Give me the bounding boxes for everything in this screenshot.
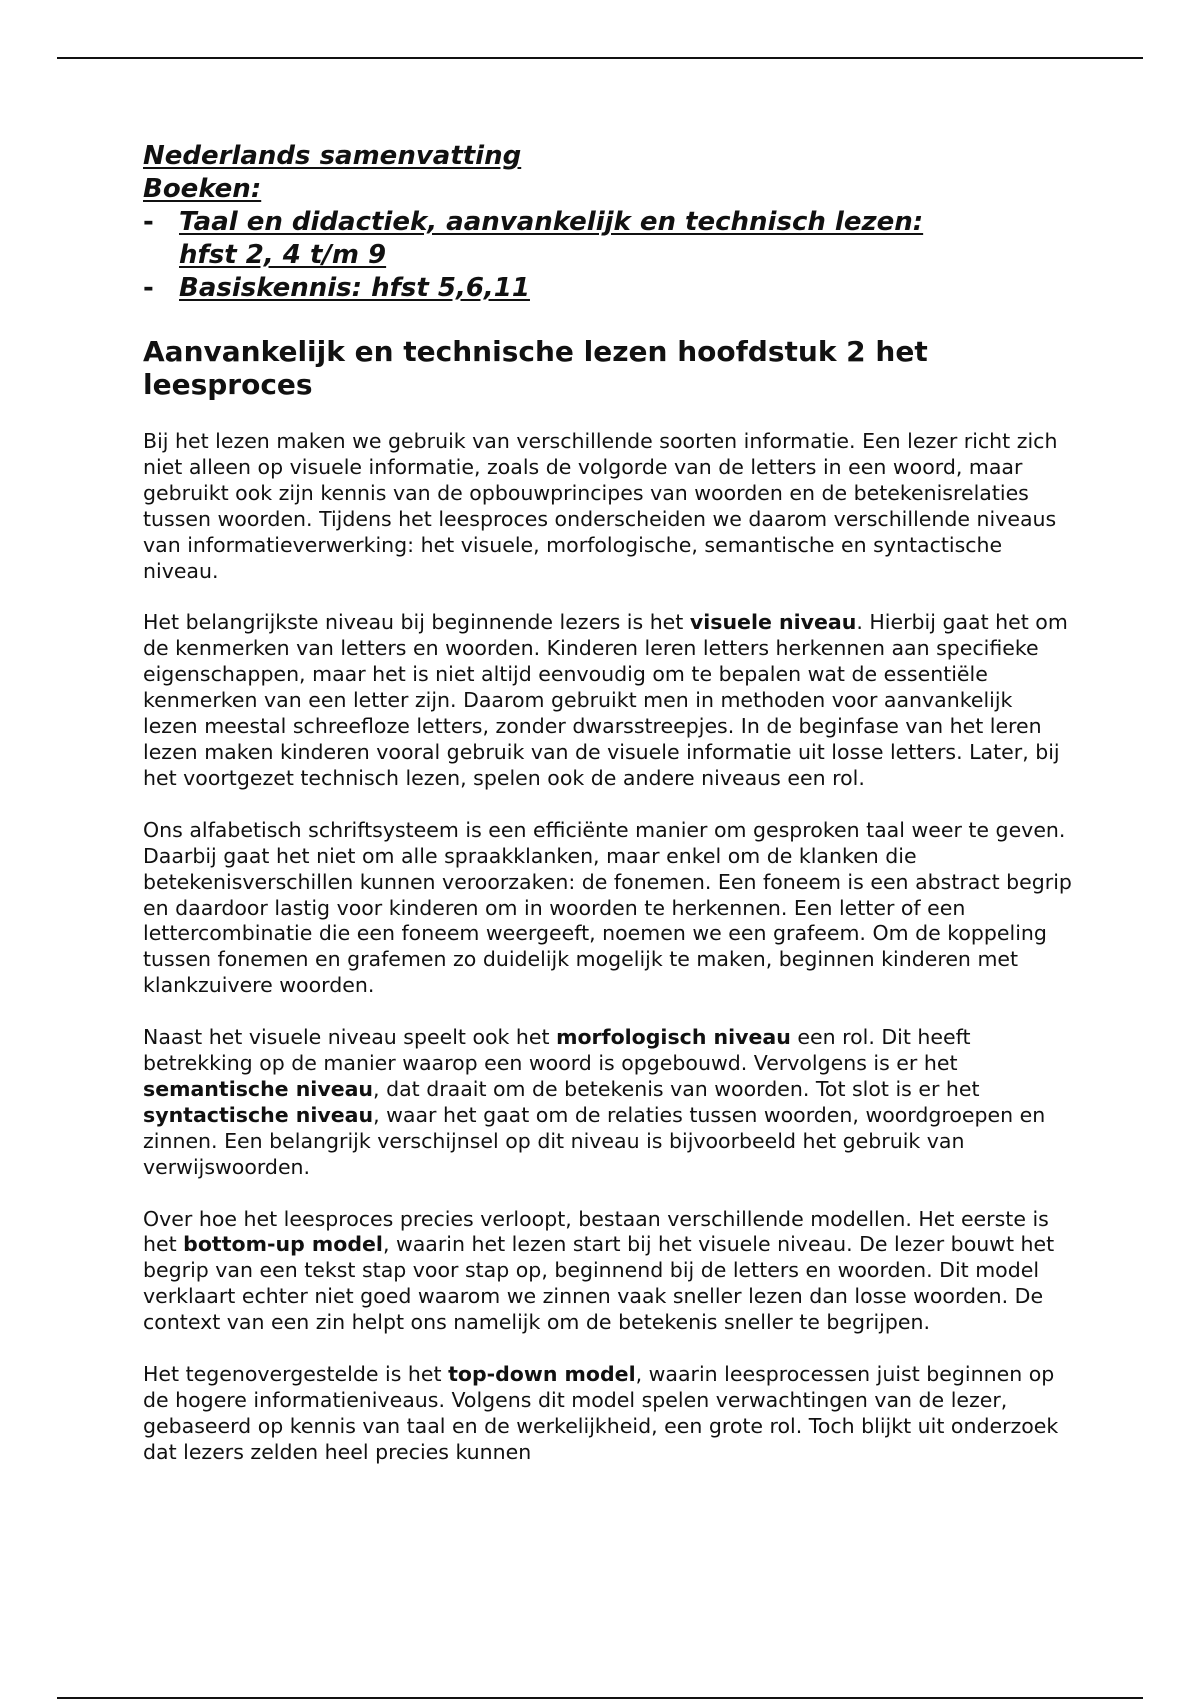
- paragraph-4-part-a: Naast het visuele niveau speelt ook het: [143, 1025, 557, 1050]
- paragraph-4-part-c: een rol. Dit heeft betrekking op de manier waarop een woord is opgebouwd. Vervolgens is er het: [143, 1025, 971, 1076]
- paragraph-3: Ons alfabetisch schriftsysteem is een efficiënte manier om gesproken taal weer te geven. Daarbij gaat het niet om alle spraakklanken, maar enkel om de klanken die betekenisverschillen kunnen veroorzaken: de fonemen. Een foneem is een abstract begrip en daardoor lastig voor kinderen om in woorden te herkennen. Een letter of een lettercombinatie die een foneem weergeeft, noemen we een grafeem. Om de koppeling tussen fonemen en grafemen zo duidelijk mogelijk te maken, beginnen kinderen met klankzuivere woorden.: [143, 817, 1072, 998]
- book-item-2-line1: Basiskennis: hfst 5,6,11: [179, 273, 530, 303]
- book-item-1: [143, 206, 1073, 272]
- paragraph-6-part-a: Het tegenovergestelde is het: [143, 1362, 449, 1387]
- paragraph-5: [143, 1207, 1073, 1337]
- book-item-1-text: [179, 206, 923, 272]
- document-body: [143, 140, 1073, 1492]
- paragraph-4-part-e: , dat draait om de betekenis van woorden. Tot slot is er het: [373, 1076, 980, 1101]
- book-item-1-line1: Taal en didactiek, aanvankelijk en technisch lezen:: [179, 207, 924, 237]
- paragraph-4: [143, 1025, 1073, 1180]
- paragraph-5-part-c: , waarin het lezen start bij het visuele niveau. De lezer bouwt het begrip van een tekst stap voor stap op, beginnend bij de letters en woorden. Dit model verklaart echter niet goed waarom we zinnen vaak sneller lezen dan losse woorden. De context van een zin helpt ons namelijk om de betekenis sneller te begrijpen.: [143, 1232, 1055, 1335]
- title-block: [143, 140, 1073, 305]
- header-rule: [57, 57, 1143, 59]
- paragraph-6-part-c: , waarin leesprocessen juist beginnen op de hogere informatieniveaus. Volgens dit model spelen verwachtingen van de lezer, gebaseerd op kennis van taal en de werkelijkheid, een grote rol. Toch blijkt uit onderzoek dat lezers zelden heel precies kunnen: [143, 1362, 1059, 1464]
- paragraph-2-part-c: . Hierbij gaat het om de kenmerken van letters en woorden. Kinderen leren letters herkennen aan specifieke eigenschappen, maar het is niet altijd eenvoudig om te bepalen wat de essentiële kenmerken van een letter zijn. Daarom gebruikt men in methoden voor aanvankelijk lezen meestal schreefloze letters, zonder dwarsstreepjes. In de beginfase van het leren lezen maken kinderen vooral gebruik van de visuele informatie uit losse letters. Later, bij het voortgezet technisch lezen, spelen ook de andere niveaus een rol.: [143, 610, 1068, 790]
- term-top-down-model: top-down model: [448, 1362, 636, 1387]
- books-label: Boeken:: [143, 174, 262, 204]
- term-bottom-up-model: bottom-up model: [183, 1232, 383, 1257]
- paragraph-5-part-a: Over hoe het leesproces precies verloopt, bestaan verschillende modellen. Het eerste is het: [143, 1206, 1049, 1257]
- paragraph-4-part-g: , waar het gaat om de relaties tussen woorden, woordgroepen en zinnen. Een belangrijk verschijnsel op dit niveau is bijvoorbeeld het gebruik van verwijswoorden.: [143, 1102, 1046, 1179]
- paragraph-2: [143, 610, 1073, 791]
- term-syntactische-niveau: syntactische niveau: [143, 1102, 374, 1127]
- paragraph-2-part-a: Het belangrijkste niveau bij beginnende lezers is het: [143, 610, 690, 635]
- book-item-1-line2: hfst 2, 4 t/m 9: [179, 240, 387, 270]
- paragraph-6: [143, 1362, 1073, 1466]
- term-semantische-niveau: semantische niveau: [143, 1076, 374, 1101]
- book-item-2: [143, 272, 1073, 305]
- footer-rule: [57, 1697, 1143, 1699]
- document-title: Nederlands samenvatting: [143, 141, 522, 171]
- paragraph-1: Bij het lezen maken we gebruik van verschillende soorten informatie. Een lezer richt zich niet alleen op visuele informatie, zoals de volgorde van de letters in een woord, maar gebruikt ook zijn kennis van de opbouwprincipes van woorden en de betekenisrelaties tussen woorden. Tijdens het leesproces onderscheiden we daarom verschillende niveaus van informatieverwerking: het visuele, morfologische, semantische en syntactische niveau.: [143, 429, 1058, 583]
- term-morfologisch-niveau: morfologisch niveau: [556, 1025, 791, 1050]
- bullet-dash: -: [143, 273, 154, 303]
- bullet-dash: -: [143, 207, 154, 237]
- section-title: Aanvankelijk en technische lezen hoofdstuk 2 het leesproces: [143, 335, 928, 401]
- term-visuele-niveau: visuele niveau: [689, 610, 857, 635]
